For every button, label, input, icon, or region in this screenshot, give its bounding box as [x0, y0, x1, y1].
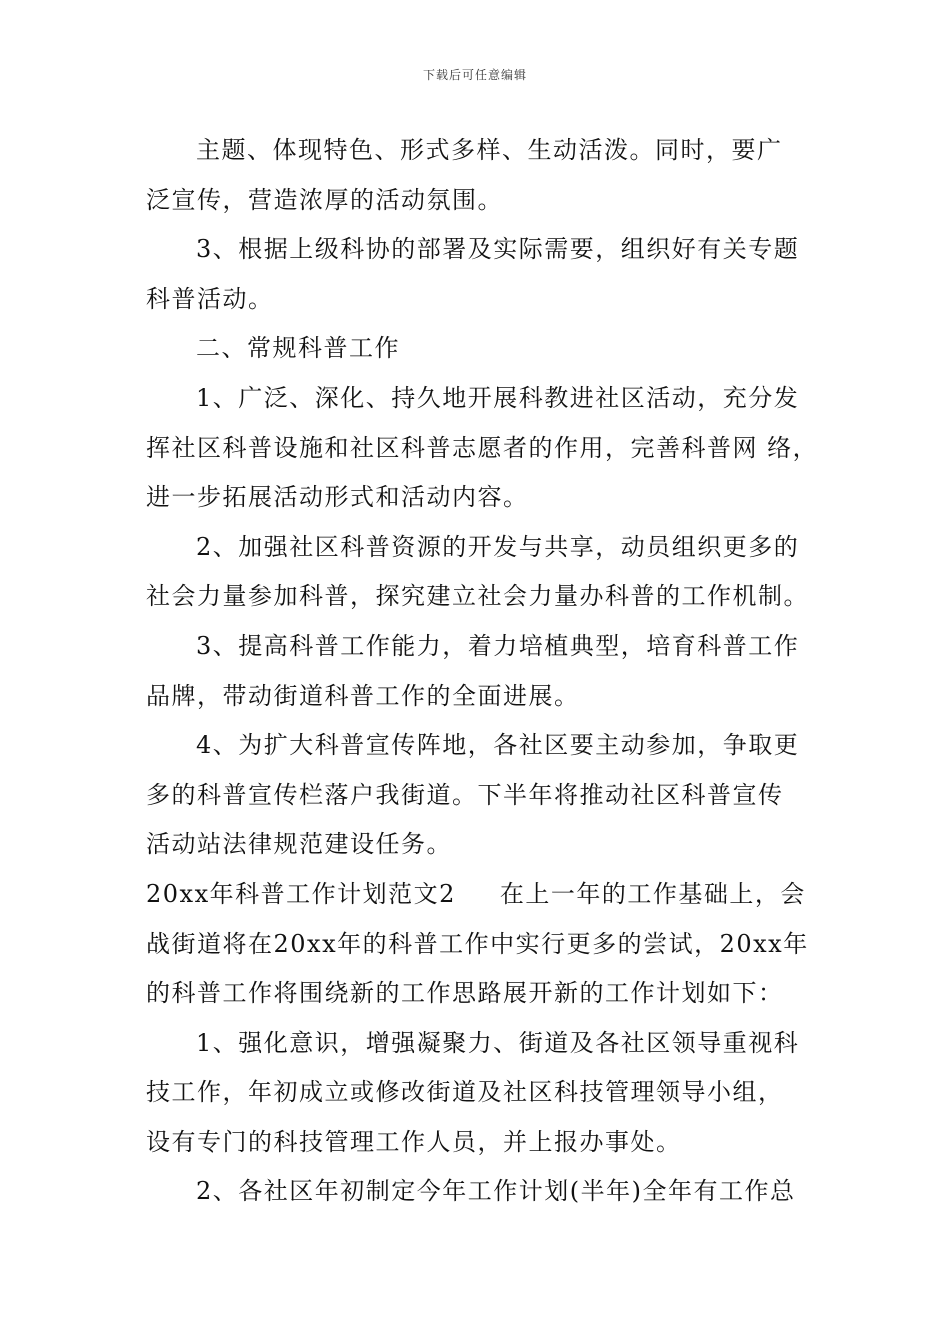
- paragraph-line: 3、根据上级科协的部署及实际需要，组织好有关专题: [196, 235, 800, 264]
- paragraph-line: 主题、体现特色、形式多样、生动活泼。同时，要广: [196, 136, 783, 164]
- paragraph-line: 泛宣传，营造浓厚的活动氛围。: [146, 185, 503, 214]
- paragraph-line: 社会力量参加科普，探究建立社会力量办科普的工作机制。: [146, 582, 809, 611]
- paragraph-line: 多的科普宣传栏落户我街道。下半年将推动社区科普宣传: [146, 780, 784, 809]
- document-title: 20xx年科普工作计划范文2: [146, 879, 456, 908]
- paragraph-line: 活动站法律规范建设任务。: [146, 830, 452, 859]
- paragraph-line: 设有专门的科技管理工作人员，并上报办事处。: [146, 1127, 682, 1156]
- paragraph-line: 的科普工作将围绕新的工作思路展开新的工作计划如下：: [146, 979, 784, 1008]
- paragraph-line: 挥社区科普设施和社区科普志愿者的作用，完善科普网 络，: [146, 433, 819, 462]
- title-line: [146, 870, 816, 920]
- paragraph-line: 1、广泛、深化、持久地开展科教进社区活动，充分发: [196, 383, 800, 412]
- paragraph-text: 在上一年的工作基础上，会: [499, 879, 806, 908]
- paragraph-line: 科普活动。: [146, 284, 274, 313]
- paragraph-line: 2、加强社区科普资源的开发与共享，动员组织更多的: [196, 532, 800, 561]
- document-body: [146, 126, 819, 1217]
- section-heading: 二、常规科普工作: [196, 334, 400, 363]
- paragraph-line: 1、强化意识，增强凝聚力、街道及各社区领导重视科: [196, 1028, 800, 1057]
- paragraph-line: 技工作，年初成立或修改街道及社区科技管理领导小组，: [146, 1078, 784, 1107]
- paragraph-line: 品牌，带动街道科普工作的全面进展。: [146, 681, 580, 710]
- page-header: 下载后可任意编辑: [422, 68, 527, 82]
- paragraph-line: 3、提高科普工作能力，着力培植典型，培育科普工作: [196, 631, 800, 660]
- paragraph-line: 进一步拓展活动形式和活动内容。: [146, 483, 529, 512]
- paragraph-line: 2、各社区年初制定今年工作计划(半年)全年有工作总: [196, 1177, 796, 1206]
- paragraph-line: 战街道将在20xx年的科普工作中实行更多的尝试，20xx年: [146, 929, 809, 958]
- paragraph-line: 4、为扩大科普宣传阵地，各社区要主动参加，争取更: [196, 731, 800, 760]
